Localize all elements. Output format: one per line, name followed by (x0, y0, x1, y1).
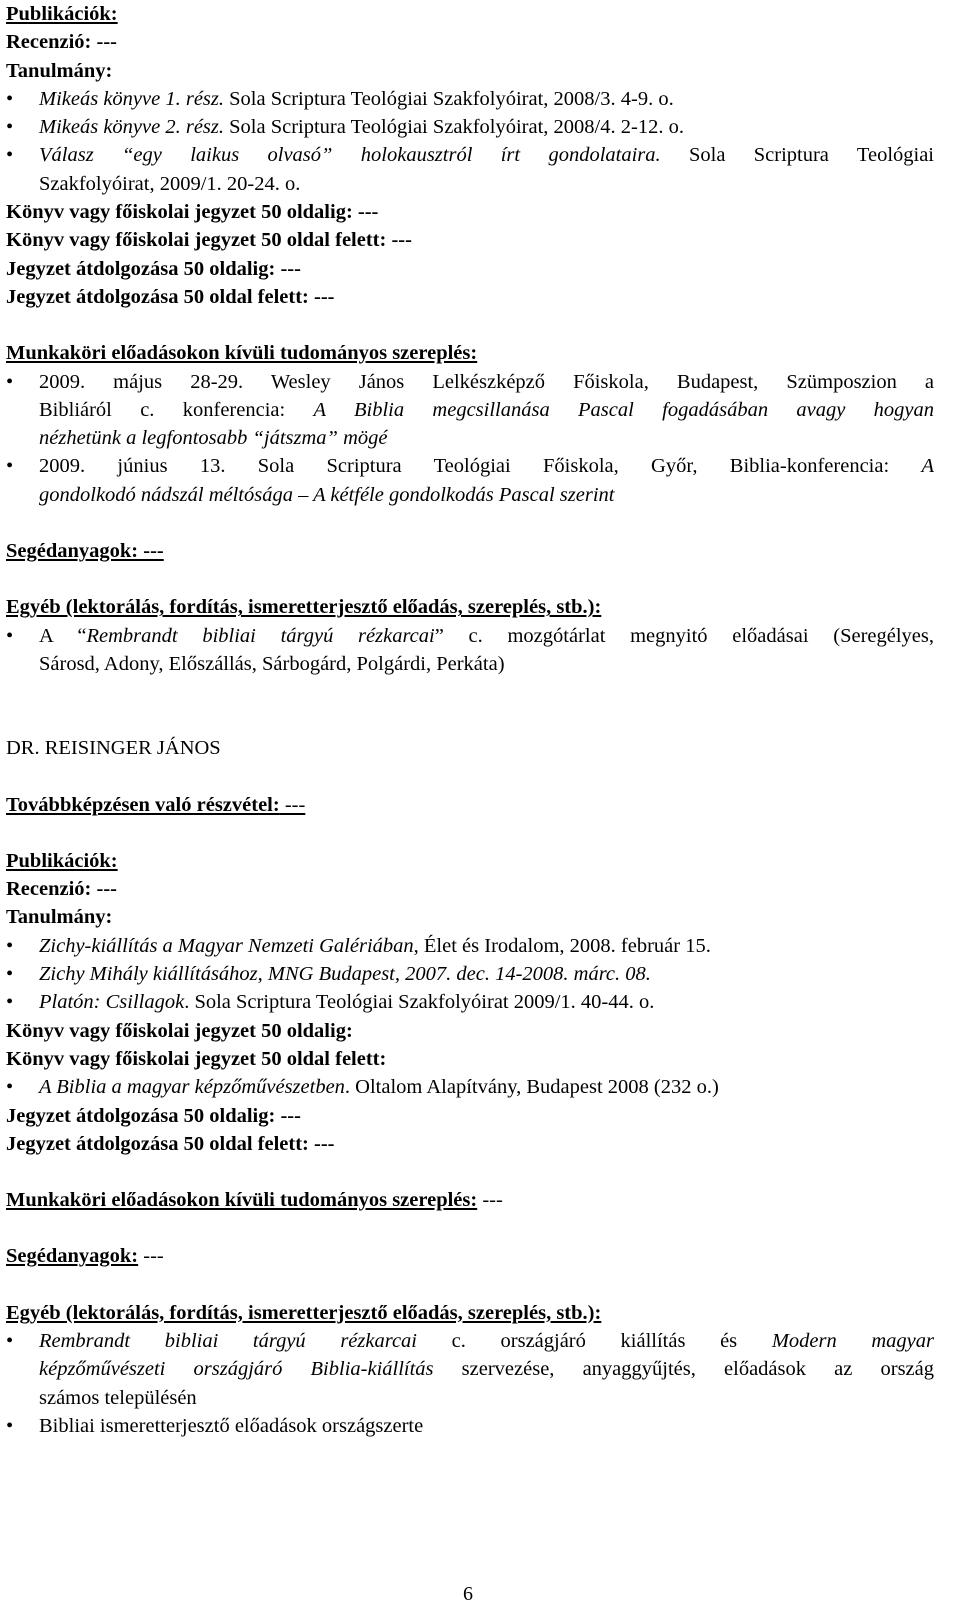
item-source: Sola Scriptura Teológiai (660, 144, 935, 167)
item-source: . Sola Scriptura Teológiai Szakfolyóirat 2009/1. 40-44. o. (184, 991, 655, 1014)
item-title: Mikeás könyve 2. rész. (39, 116, 225, 139)
bullet-icon: • (6, 991, 14, 1014)
event-line: 2009. május 28-29. Wesley János Lelkészképző Főiskola, Budapest, Szümposzion a (39, 370, 934, 393)
item-title: Mikeás könyve 1. rész. (39, 87, 225, 110)
tanulmany-heading: Tanulmány: (6, 906, 113, 929)
item-text: szervezése, anyaggyűjtés, előadások az ország (433, 1358, 934, 1381)
tovabbkepzes-label: Továbbképzésen való részvétel: (6, 793, 280, 816)
document-page (6, 0, 934, 1440)
tanulmany-heading: Tanulmány: (6, 59, 113, 82)
list-item (6, 960, 934, 988)
item-title: A Biblia a magyar képzőművészetben (39, 1076, 345, 1099)
person-name: DR. REISINGER JÁNOS (6, 737, 221, 760)
list-item (6, 1327, 934, 1412)
bullet-icon: • (6, 370, 14, 393)
item-title: Zichy-kiállítás a Magyar Nemzeti Galériában (39, 934, 414, 957)
item-text: c. országjáró kiállítás és (417, 1329, 772, 1352)
list-item (6, 1412, 934, 1440)
list-item (6, 622, 934, 679)
publikaciok-heading: Publikációk: (6, 849, 118, 872)
munkakori-heading: Munkaköri előadásokon kívüli tudományos szereplés: (6, 342, 478, 365)
item-title: Modern magyar (771, 1329, 934, 1352)
konyv-50-oldalig: Könyv vagy főiskolai jegyzet 50 oldalig: (6, 1019, 353, 1042)
tovabbkepzes-value: --- (279, 793, 306, 816)
jegyzet-50-oldalig: Jegyzet átdolgozása 50 oldalig: --- (6, 1104, 301, 1127)
list-item (6, 1073, 934, 1101)
list-item (6, 141, 934, 198)
tanulmany-list (6, 932, 934, 1017)
konyv-50-felett: Könyv vagy főiskolai jegyzet 50 oldal felett: --- (6, 229, 412, 252)
bullet-icon: • (6, 934, 14, 957)
event-title: A Biblia megcsillanása Pascal fogadásában avagy hogyan (313, 398, 935, 421)
item-text-cont: számos településén (39, 1386, 197, 1409)
tanulmany-list (6, 85, 934, 198)
event-title: A (921, 455, 934, 478)
recenzio-line: Recenzió: --- (6, 878, 117, 901)
item-source: , Élet és Irodalom, 2008. február 15. (413, 934, 711, 957)
segedanyagok-line: Segédanyagok: --- (6, 540, 164, 563)
item-title-cont: képzőművészeti országjáró Biblia-kiállítás (39, 1358, 434, 1381)
item-title: Platón: Csillagok (39, 991, 185, 1014)
jegyzet-50-felett: Jegyzet átdolgozása 50 oldal felett: --- (6, 285, 335, 308)
egyeb-list (6, 1327, 934, 1440)
list-item (6, 452, 934, 509)
item-source-cont: Szakfolyóirat, 2009/1. 20-24. o. (39, 172, 301, 195)
segedanyagok-label: Segédanyagok: (6, 1245, 139, 1268)
event-line: 2009. június 13. Sola Scriptura Teológiai Főiskola, Győr, Biblia-konferencia: (39, 455, 922, 478)
bullet-icon: • (6, 1414, 14, 1437)
event-line: Bibliáról c. konferencia: (39, 398, 314, 421)
bullet-icon: • (6, 1329, 14, 1352)
konyv-list (6, 1073, 934, 1101)
publikaciok-heading: Publikációk: (6, 3, 118, 25)
list-item (6, 988, 934, 1016)
munkakori-value: --- (477, 1189, 503, 1212)
list-item (6, 113, 934, 141)
event-title-cont: nézhetünk a legfontosabb “játszma” mögé (39, 427, 388, 450)
list-item (6, 368, 934, 453)
item-source: Sola Scriptura Teológiai Szakfolyóirat, 2008/3. 4-9. o. (224, 87, 674, 110)
bullet-icon: • (6, 144, 14, 167)
bullet-icon: • (6, 624, 14, 647)
item-text: ” c. mozgótárlat megnyitó előadásai (Seregélyes, (434, 624, 934, 647)
egyeb-list (6, 622, 934, 679)
item-source: Sola Scriptura Teológiai Szakfolyóirat, 2008/4. 2-12. o. (224, 116, 684, 139)
item-text-cont: Sárosd, Adony, Előszállás, Sárbogárd, Polgárdi, Perkáta) (39, 652, 505, 675)
item-title: Rembrandt bibliai tárgyú rézkarcai (39, 1329, 417, 1352)
segedanyagok-value: --- (138, 1245, 164, 1268)
list-item (6, 85, 934, 113)
konyv-50-felett: Könyv vagy főiskolai jegyzet 50 oldal felett: (6, 1047, 387, 1070)
munkakori-heading: Munkaköri előadásokon kívüli tudományos szereplés: (6, 1189, 478, 1212)
bullet-icon: • (6, 87, 14, 110)
page-number: 6 (463, 1583, 473, 1605)
item-title: Rembrandt bibliai tárgyú rézkarcai (86, 624, 435, 647)
jegyzet-50-oldalig: Jegyzet átdolgozása 50 oldalig: --- (6, 257, 301, 280)
item-text: Bibliai ismeretterjesztő előadások országszerte (39, 1414, 424, 1437)
jegyzet-50-felett: Jegyzet átdolgozása 50 oldal felett: --- (6, 1132, 335, 1155)
item-source: . Oltalom Alapítvány, Budapest 2008 (232 o.) (344, 1076, 719, 1099)
recenzio-line: Recenzió: --- (6, 31, 117, 54)
list-item (6, 932, 934, 960)
event-title-cont: gondolkodó nádszál méltósága – A kétféle gondolkodás Pascal szerint (39, 483, 615, 506)
item-title: Válasz “egy laikus olvasó” holokausztról írt gondolataira. (39, 144, 661, 167)
bullet-icon: • (6, 963, 14, 986)
munkakori-list (6, 368, 934, 509)
konyv-50-oldalig: Könyv vagy főiskolai jegyzet 50 oldalig: --- (6, 201, 379, 224)
bullet-icon: • (6, 116, 14, 139)
bullet-icon: • (6, 455, 14, 478)
egyeb-heading: Egyéb (lektorálás, fordítás, ismeretterjesztő előadás, szereplés, stb.): (6, 1301, 602, 1324)
item-text: A “ (39, 624, 87, 647)
bullet-icon: • (6, 1076, 14, 1099)
item-title: Zichy Mihály kiállításához, MNG Budapest, 2007. dec. 14-2008. márc. 08. (39, 963, 651, 986)
egyeb-heading: Egyéb (lektorálás, fordítás, ismeretterjesztő előadás, szereplés, stb.): (6, 596, 602, 619)
